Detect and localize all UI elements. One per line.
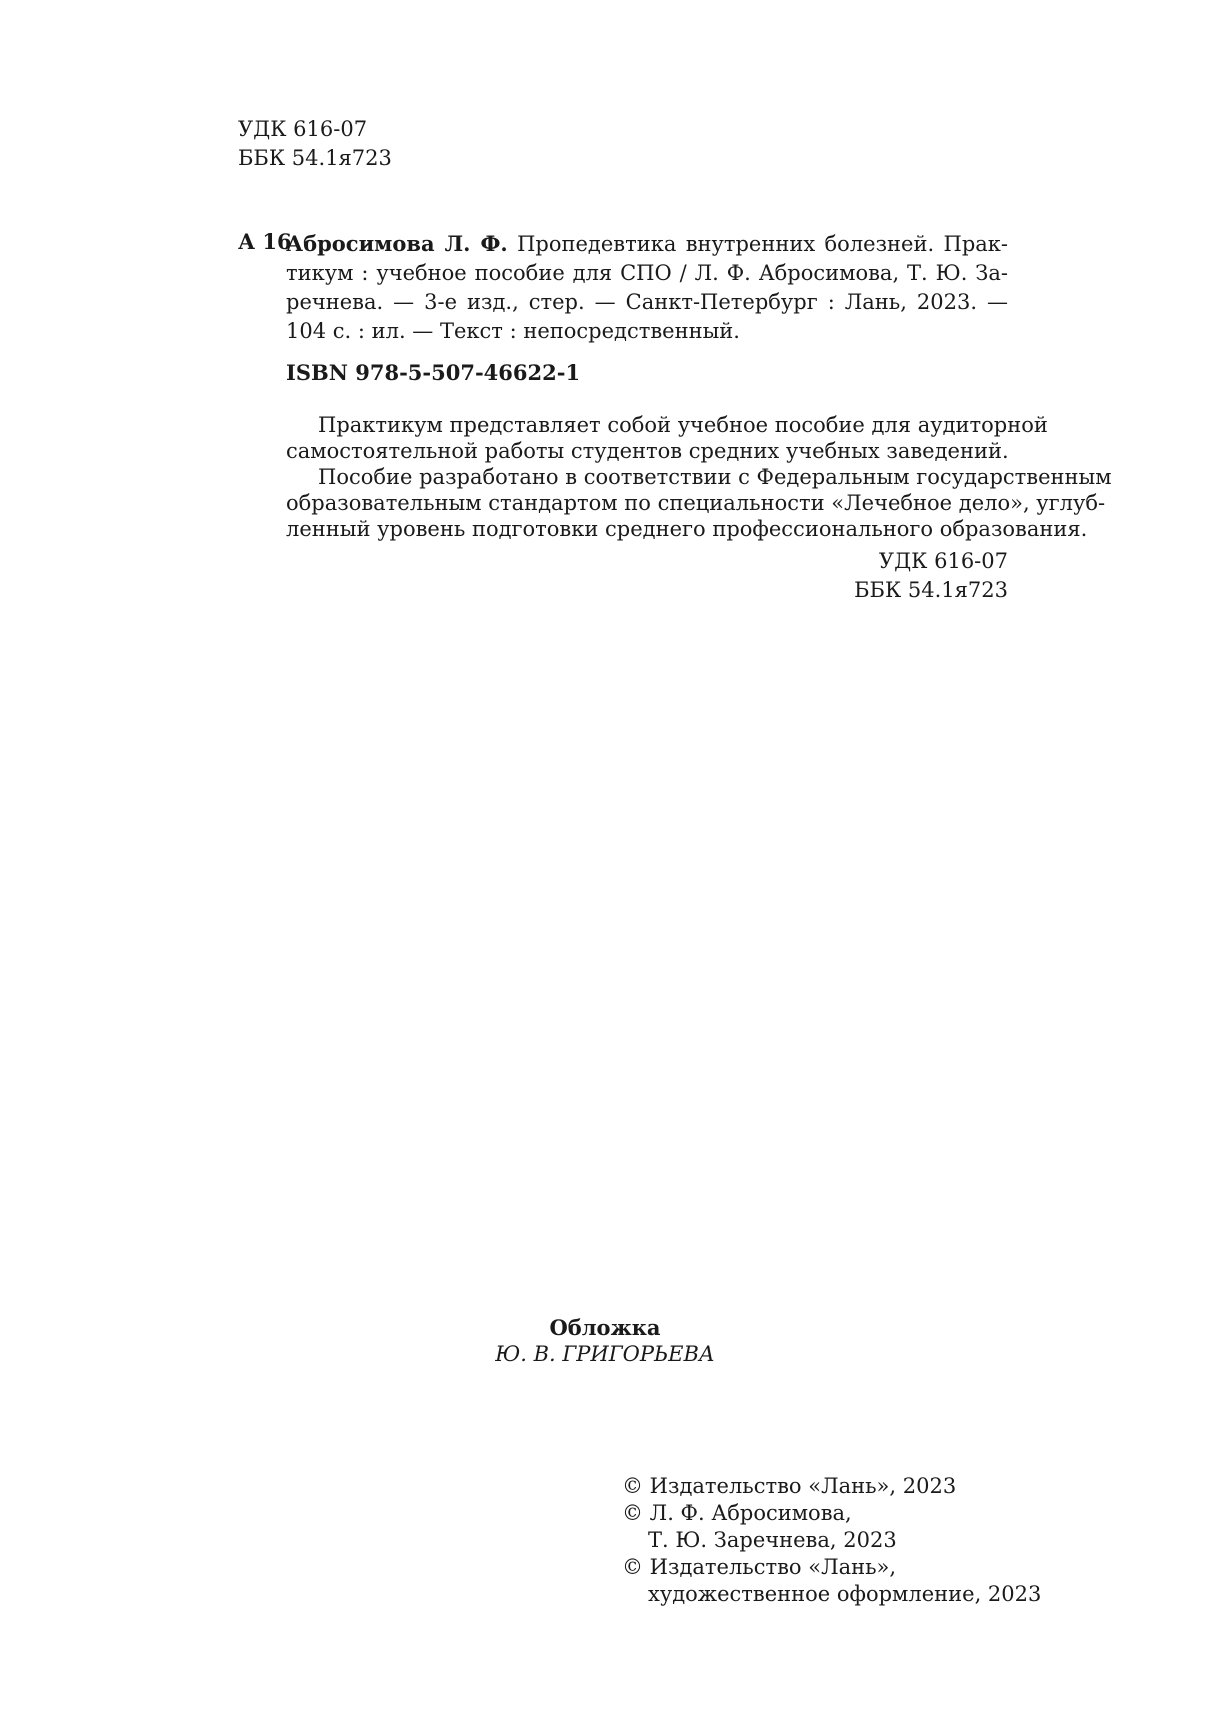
- classification-top: [238, 115, 392, 173]
- annotation-line-5: ленный уровень подготовки среднего профессионального образования.: [286, 517, 1088, 541]
- biblio-line-2: тикум : учебное пособие для СПО / Л. Ф. Абросимова, Т. Ю. За-: [286, 261, 1008, 285]
- copyright-line-4: © Издательство «Лань»,: [622, 1555, 897, 1579]
- copyright-line-5: художественное оформление, 2023: [648, 1582, 1042, 1606]
- annotation: [286, 412, 1112, 542]
- annotation-line-4: образовательным стандартом по специальности «Лечебное дело», углуб-: [286, 491, 1106, 515]
- copyright-line-3: Т. Ю. Заречнева, 2023: [648, 1528, 897, 1552]
- annotation-line-2: самостоятельной работы студентов средних учебных заведений.: [286, 439, 1009, 463]
- bbk-code: ББК 54.1я723: [238, 146, 392, 170]
- isbn: ISBN 978-5-507-46622-1: [286, 360, 581, 385]
- bibliographic-record: [286, 229, 1008, 346]
- copyright-line-2: © Л. Ф. Абросимова,: [622, 1501, 852, 1525]
- biblio-title-start: Пропедевтика внутренних болезней. Прак-: [507, 232, 1008, 256]
- cover-label: Обложка: [549, 1315, 661, 1340]
- author-name: Абросимова Л. Ф.: [286, 231, 508, 256]
- biblio-line-4: 104 с. : ил. — Текст : непосредственный.: [286, 319, 740, 343]
- udk-code-bottom: УДК 616-07: [878, 549, 1008, 573]
- bbk-code-bottom: ББК 54.1я723: [854, 578, 1008, 602]
- cover-designer-name: Ю. В. ГРИГОРЬЕВА: [495, 1342, 715, 1366]
- cover-credit: [460, 1315, 750, 1367]
- author-index-code: А 16: [238, 229, 292, 254]
- copyright-block: [622, 1473, 1041, 1608]
- annotation-line-1: Практикум представляет собой учебное пособие для аудиторной: [318, 413, 1048, 437]
- annotation-line-3: Пособие разработано в соответствии с Федеральным государственным: [318, 465, 1112, 489]
- biblio-line-1: [286, 229, 1008, 259]
- copyright-line-1: © Издательство «Лань», 2023: [622, 1474, 957, 1498]
- udk-code: УДК 616-07: [238, 117, 368, 141]
- classification-bottom: [760, 547, 1008, 605]
- biblio-line-3: речнева. — 3-е изд., стер. — Санкт-Петербург : Лань, 2023. —: [286, 290, 1008, 314]
